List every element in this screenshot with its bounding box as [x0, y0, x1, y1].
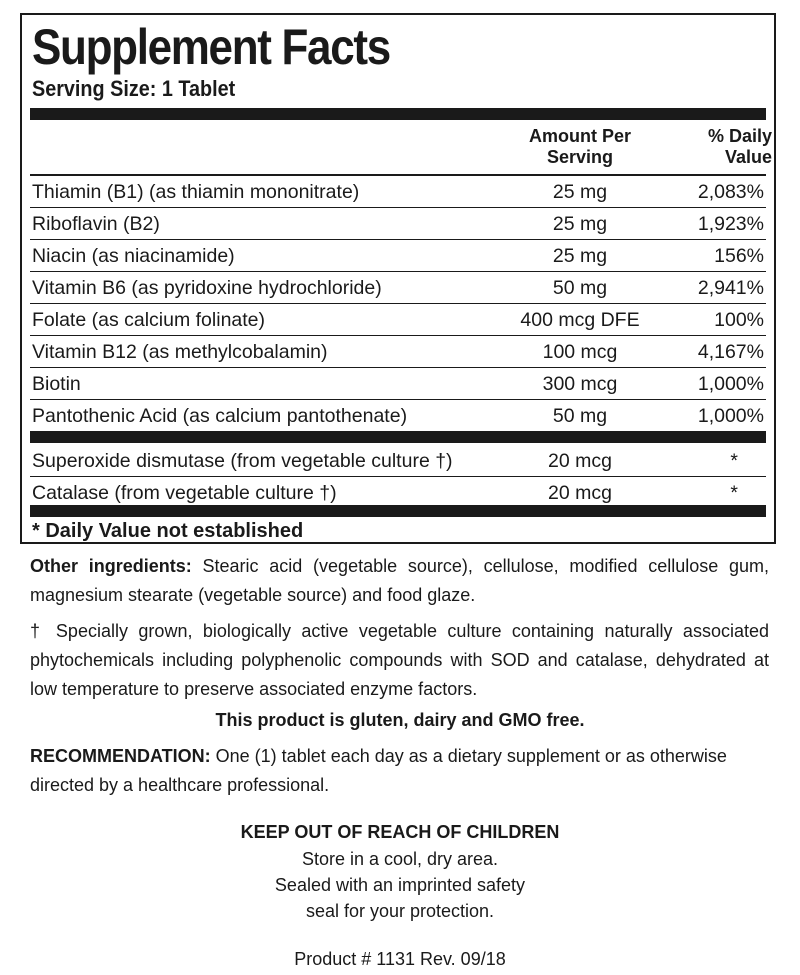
nutrient-daily-value: 1,000%	[697, 373, 764, 395]
nutrient-daily-value: 4,167%	[697, 341, 764, 363]
children-warning: KEEP OUT OF REACH OF CHILDREN	[240, 822, 560, 842]
nutrient-daily-value: 1,000%	[697, 405, 764, 427]
nutrient-daily-value: 2,941%	[697, 277, 764, 299]
serving-size: Serving Size: 1 Tablet	[32, 76, 236, 101]
nutrient-daily-value: 100%	[714, 309, 764, 331]
column-header-amount-line2: Serving	[546, 147, 614, 167]
nutrient-name: Folate (as calcium folinate)	[32, 309, 266, 331]
nutrient-name: Thiamin (B1) (as thiamin mononitrate)	[32, 181, 360, 203]
ingredient-daily-value: *	[730, 482, 738, 504]
ingredient-name: Superoxide dismutase (from vegetable culture †)	[32, 450, 453, 472]
table-row	[30, 304, 766, 336]
nutrient-amount: 300 mcg	[542, 373, 618, 395]
nutrient-amount: 25 mg	[552, 213, 608, 235]
ingredient-daily-value: *	[730, 450, 738, 472]
table-row	[30, 368, 766, 400]
mid-thick-rule	[30, 431, 766, 443]
column-header-amount-line1: Amount Per	[528, 126, 631, 146]
nutrient-daily-value: 156%	[714, 245, 764, 267]
table-row	[30, 240, 766, 272]
table-row	[30, 400, 766, 432]
recommendation	[30, 742, 769, 800]
nutrient-name: Pantothenic Acid (as calcium pantothenate)	[32, 405, 408, 427]
table-row	[30, 336, 766, 368]
nutrient-amount: 25 mg	[552, 245, 608, 267]
nutrient-name: Vitamin B12 (as methylcobalamin)	[32, 341, 328, 363]
table-row	[30, 272, 766, 304]
top-thick-rule	[30, 108, 766, 120]
recommendation-text: One (1) tablet each day as a dietary supplement or as otherwise directed by a healthcare professional.	[30, 746, 727, 795]
storage-line: Store in a cool, dry area.	[301, 849, 499, 869]
nutrient-amount: 50 mg	[552, 405, 608, 427]
panel-title: Supplement Facts	[32, 19, 390, 75]
product-number: Product # 1131 Rev. 09/18	[294, 949, 506, 969]
nutrient-amount: 100 mcg	[542, 341, 618, 363]
storage-line: Sealed with an imprinted safety	[274, 875, 526, 895]
other-ingredients-text: Stearic acid (vegetable source), cellulose, modified cellulose gum, magnesium stearate (vegetable source) and food glaze.	[30, 556, 770, 605]
daily-value-footnote: * Daily Value not established	[32, 520, 304, 542]
column-header-daily-value	[682, 126, 772, 168]
dagger-note: † Specially grown, biologically active vegetable culture containing naturally associated phytochemicals including polyphenolic compounds with SOD and catalase, dehydrated at low temperature to preserve associated enzyme factors.	[30, 621, 769, 699]
ingredient-name: Catalase (from vegetable culture †)	[32, 482, 337, 504]
allergen-free-statement: This product is gluten, dairy and GMO free.	[215, 710, 585, 730]
table-row	[30, 208, 766, 240]
nutrient-name: Niacin (as niacinamide)	[32, 245, 235, 267]
column-header-dv-line2: Value	[724, 147, 772, 167]
bottom-thick-rule	[30, 505, 766, 517]
other-ingredients-label: Other ingredients:	[30, 556, 192, 576]
nutrient-name: Riboflavin (B2)	[32, 213, 160, 235]
ingredient-amount: 20 mcg	[548, 482, 612, 504]
nutrient-amount: 50 mg	[552, 277, 608, 299]
nutrient-name: Vitamin B6 (as pyridoxine hydrochloride)	[32, 277, 382, 299]
storage-line: seal for your protection.	[305, 901, 495, 921]
table-row	[30, 445, 766, 477]
column-header-amount	[520, 126, 640, 168]
nutrient-daily-value: 2,083%	[697, 181, 764, 203]
nutrient-name: Biotin	[32, 373, 81, 395]
supplement-facts-panel	[20, 13, 776, 544]
nutrient-daily-value: 1,923%	[697, 213, 764, 235]
other-ingredients	[30, 552, 769, 610]
recommendation-label: RECOMMENDATION:	[30, 746, 211, 766]
column-header-dv-line1: % Daily	[707, 126, 772, 146]
nutrient-amount: 400 mcg DFE	[520, 309, 640, 331]
ingredient-amount: 20 mcg	[548, 450, 612, 472]
table-row	[30, 176, 766, 208]
nutrient-amount: 25 mg	[552, 181, 608, 203]
